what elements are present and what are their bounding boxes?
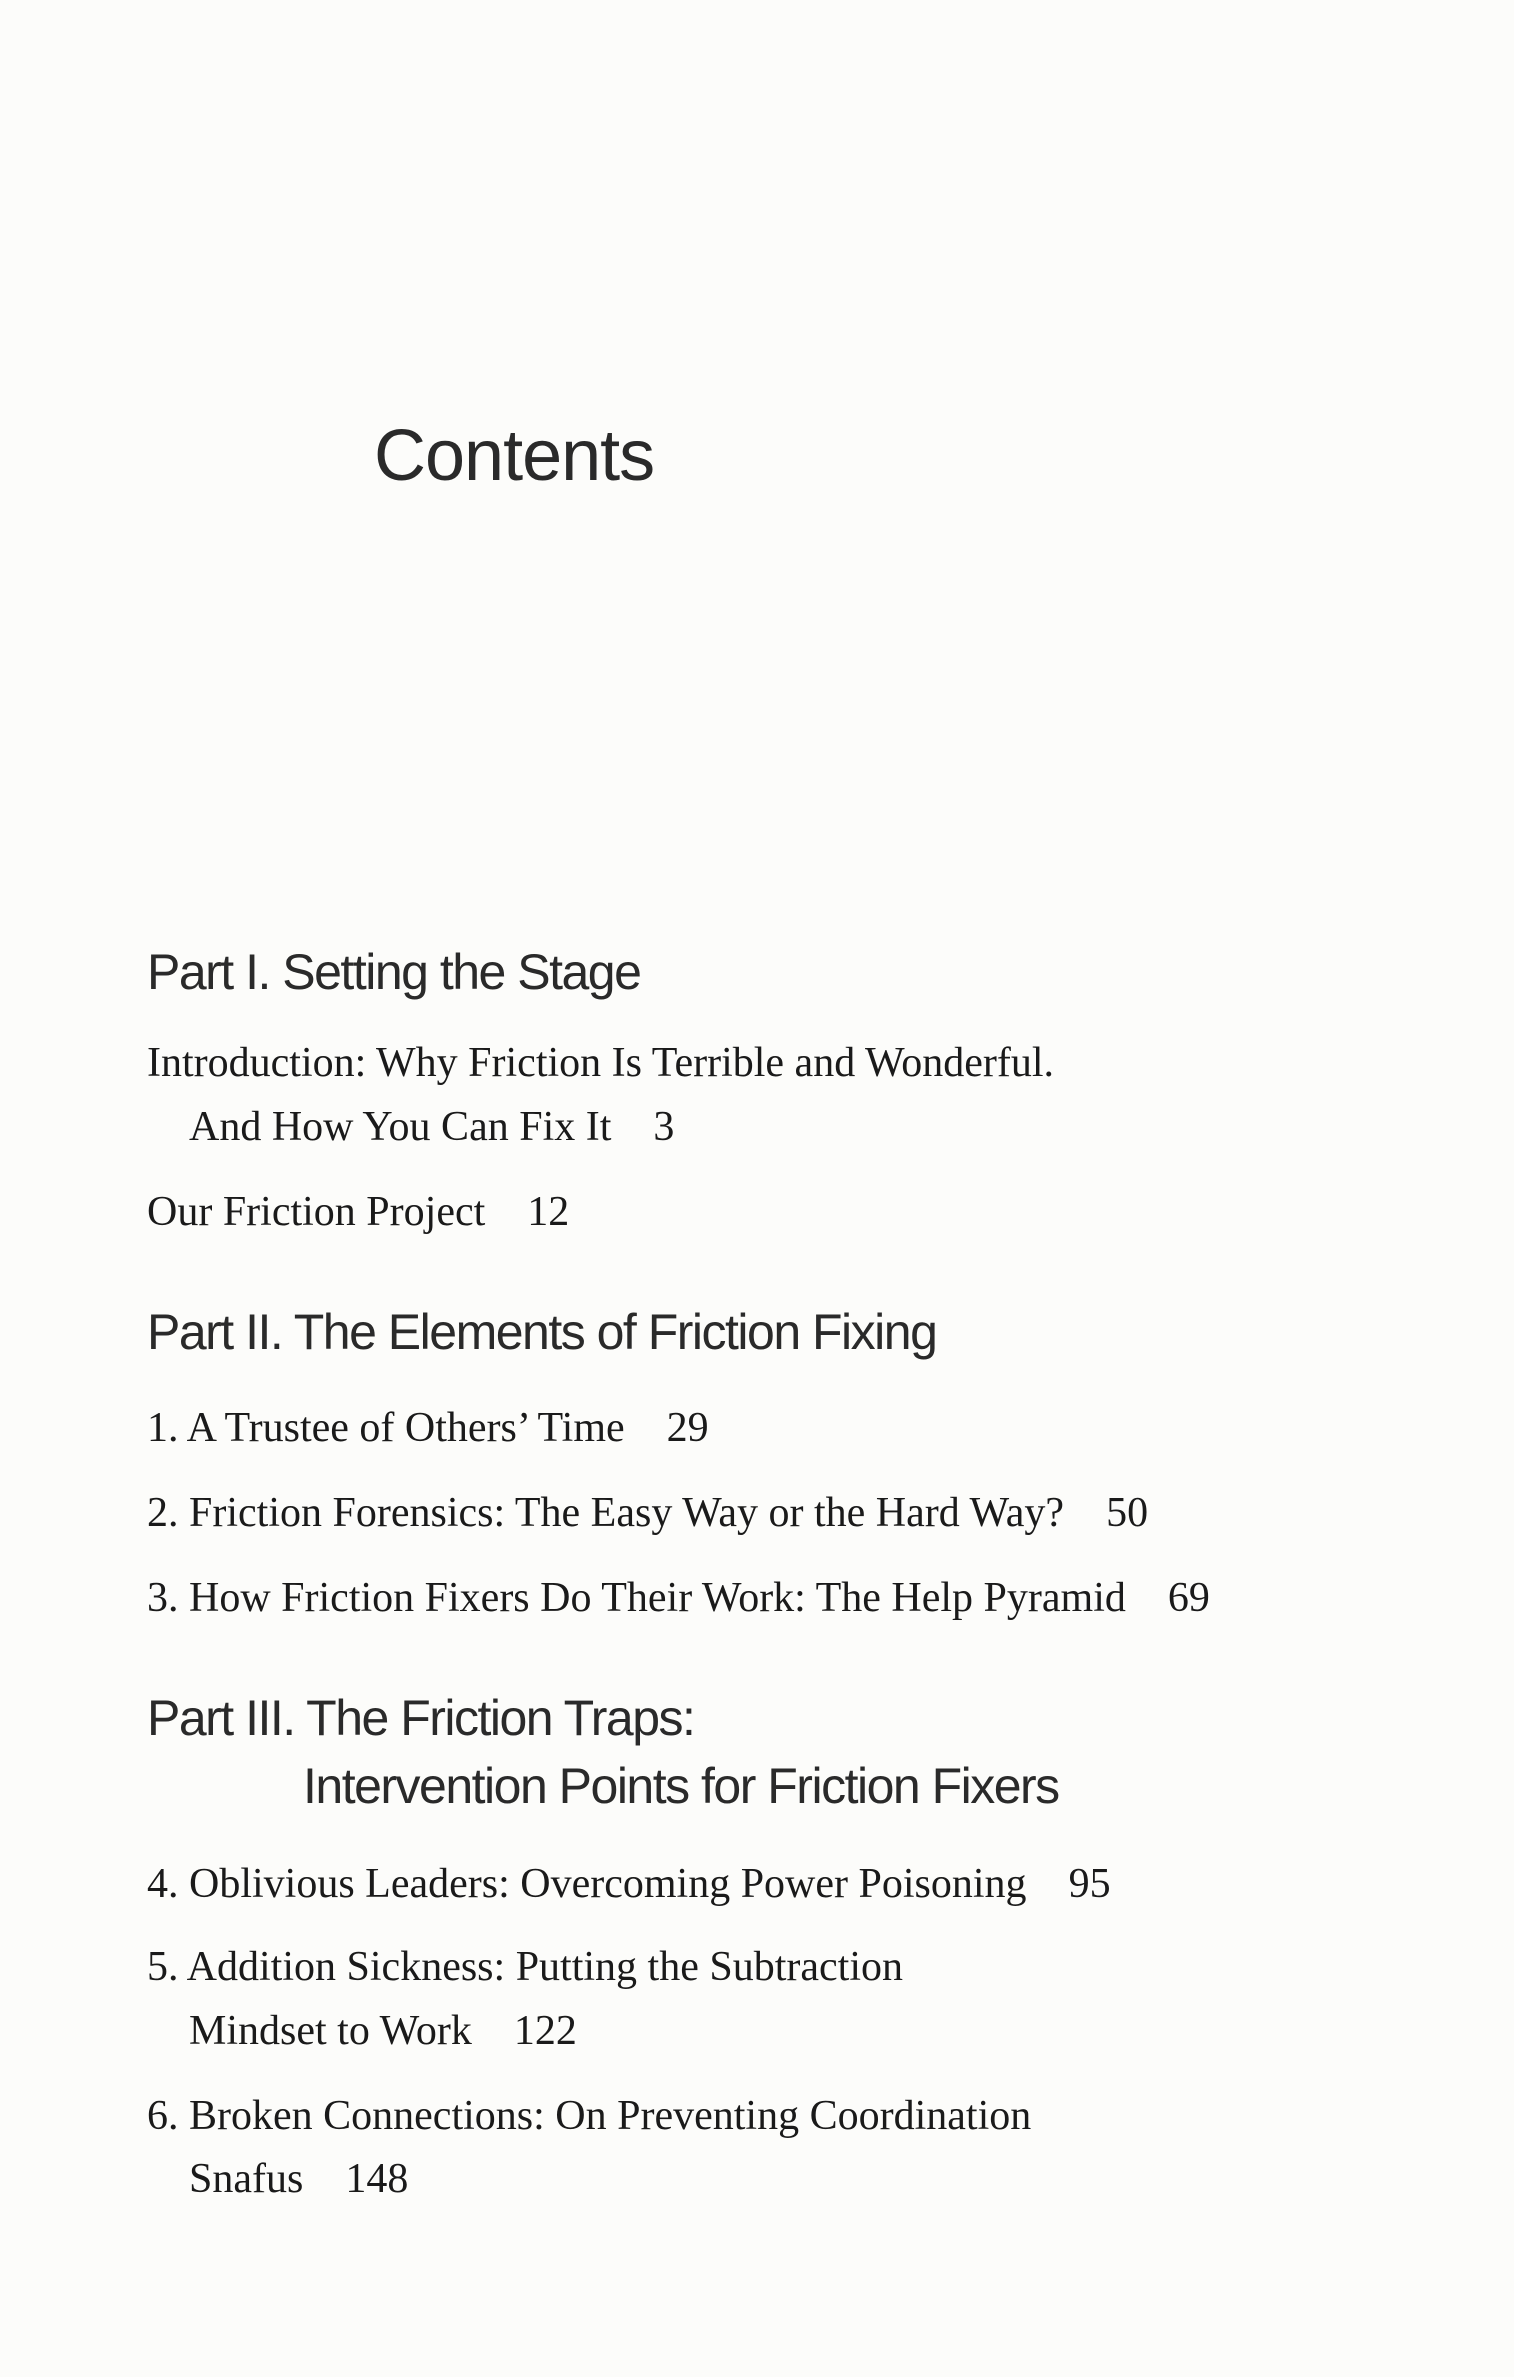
- page-number: 12: [527, 1189, 570, 1235]
- toc-entry-our-friction-project: [147, 1191, 569, 1233]
- toc-entry-chapter-5-cont: [189, 2010, 577, 2052]
- entry-title: 4. Oblivious Leaders: Overcoming Power Poisoning: [147, 1861, 1027, 1907]
- part-heading-3-cont: Intervention Points for Friction Fixers: [303, 1758, 1059, 1814]
- page-title: Contents: [374, 416, 655, 496]
- part-heading-3: Part III. The Friction Traps:: [147, 1690, 695, 1746]
- page-number: 69: [1167, 1575, 1210, 1621]
- part-heading-2: Part II. The Elements of Friction Fixing: [147, 1304, 937, 1360]
- toc-entry-chapter-1: [147, 1407, 709, 1449]
- entry-title: Our Friction Project: [147, 1189, 486, 1235]
- toc-entry-chapter-6-cont: [189, 2158, 408, 2200]
- entry-title: 3. How Friction Fixers Do Their Work: The Help Pyramid: [147, 1575, 1126, 1621]
- page-number: 122: [513, 2008, 577, 2054]
- toc-entry-chapter-2: [147, 1492, 1148, 1534]
- toc-entry-chapter-4: [147, 1863, 1111, 1905]
- page-number: 50: [1106, 1490, 1149, 1536]
- toc-entry-introduction-cont: [189, 1106, 674, 1148]
- entry-title: Snafus: [189, 2156, 304, 2202]
- toc-entry-chapter-3: [147, 1577, 1210, 1619]
- entry-title: 1. A Trustee of Others’ Time: [147, 1405, 625, 1451]
- entry-title: 2. Friction Forensics: The Easy Way or the Hard Way?: [147, 1490, 1065, 1536]
- page-number: 148: [345, 2156, 409, 2202]
- page-number: 3: [653, 1104, 675, 1150]
- entry-title: Introduction: Why Friction Is Terrible and Wonderful.: [147, 1040, 1054, 1086]
- toc-entry-chapter-5: [147, 1946, 903, 1988]
- part-heading-1: Part I. Setting the Stage: [147, 944, 641, 1000]
- entry-title: 5. Addition Sickness: Putting the Subtraction: [147, 1944, 903, 1990]
- entry-title: Mindset to Work: [189, 2008, 472, 2054]
- entry-title: 6. Broken Connections: On Preventing Coordination: [147, 2093, 1032, 2139]
- entry-title: And How You Can Fix It: [189, 1104, 612, 1150]
- toc-entry-chapter-6: [147, 2095, 1031, 2137]
- page-number: 95: [1068, 1861, 1111, 1907]
- toc-entry-introduction: [147, 1042, 1054, 1084]
- page-number: 29: [666, 1405, 709, 1451]
